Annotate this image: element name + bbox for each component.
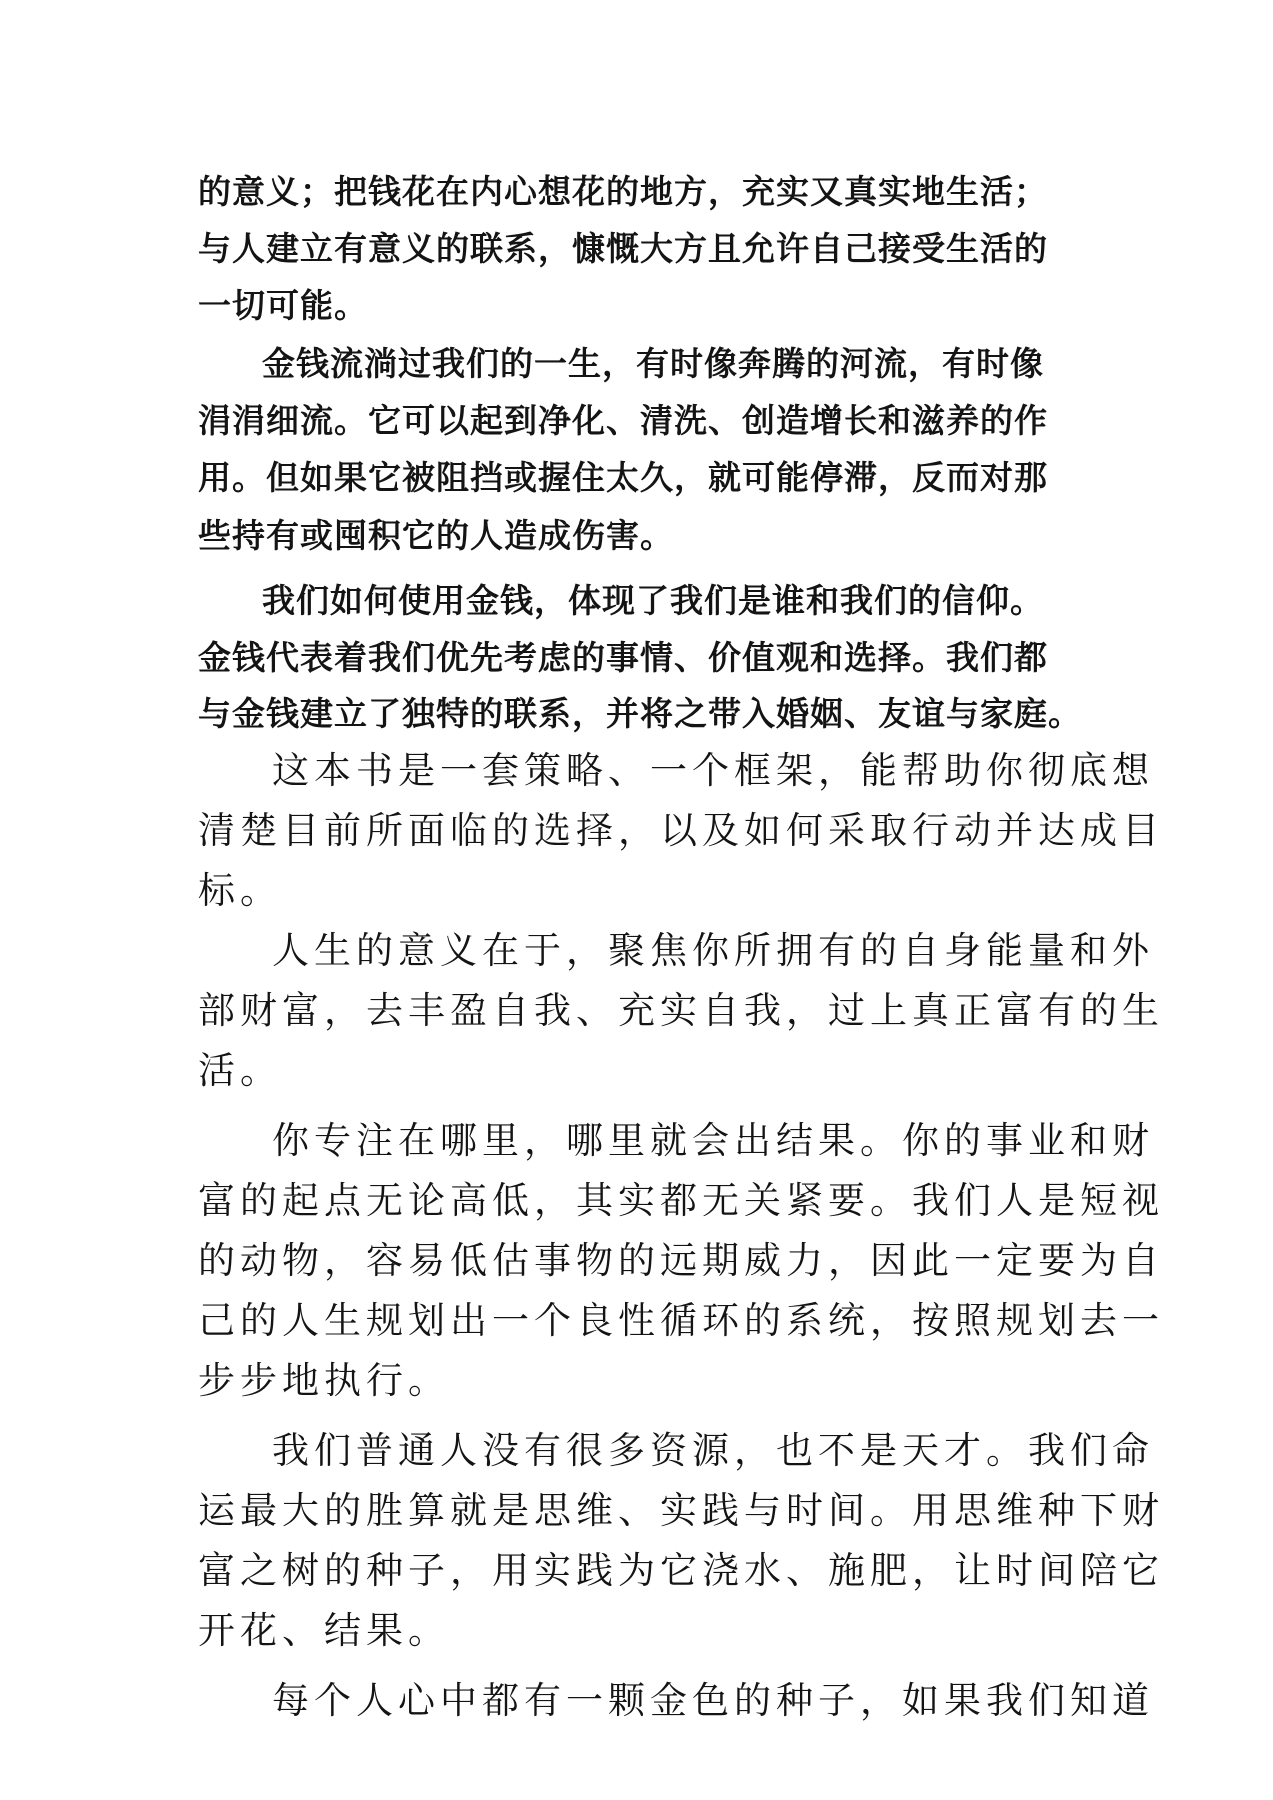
paragraph-6-line-3: 的动物，容易低估事物的远期威力，因此一定要为自 xyxy=(198,1239,1164,1282)
paragraph-3-line-2: 金钱代表着我们优先考虑的事情、价值观和选择。我们都 xyxy=(198,638,1048,677)
paragraph-7-line-4: 开花、结果。 xyxy=(198,1609,450,1652)
paragraph-3-line-3: 与金钱建立了独特的联系，并将之带入婚姻、友谊与家庭。 xyxy=(198,694,1082,733)
paragraph-4-line-2: 清楚目前所面临的选择，以及如何采取行动并达成目 xyxy=(198,809,1164,852)
paragraph-7-line-2: 运最大的胜算就是思维、实践与时间。用思维种下财 xyxy=(198,1489,1164,1532)
paragraph-2-line-1: 金钱流淌过我们的一生，有时像奔腾的河流，有时像 xyxy=(262,344,1044,383)
paragraph-7-line-3: 富之树的种子，用实践为它浇水、施肥，让时间陪它 xyxy=(198,1549,1164,1592)
paragraph-6-line-5: 步步地执行。 xyxy=(198,1359,450,1402)
paragraph-2-line-4: 些持有或囤积它的人造成伤害。 xyxy=(198,516,674,555)
paragraph-7-line-1: 我们普通人没有很多资源，也不是天才。我们命 xyxy=(272,1429,1154,1472)
paragraph-5-line-2: 部财富，去丰盈自我、充实自我，过上真正富有的生 xyxy=(198,989,1164,1032)
paragraph-1-line-3: 一切可能。 xyxy=(198,286,368,325)
paragraph-4-line-3: 标。 xyxy=(198,869,282,912)
paragraph-2-line-3: 用。但如果它被阻挡或握住太久，就可能停滞，反而对那 xyxy=(198,458,1048,497)
paragraph-3-line-1: 我们如何使用金钱，体现了我们是谁和我们的信仰。 xyxy=(262,581,1044,620)
paragraph-4-line-1: 这本书是一套策略、一个框架，能帮助你彻底想 xyxy=(272,749,1154,792)
paragraph-8-line-1: 每个人心中都有一颗金色的种子，如果我们知道 xyxy=(272,1679,1154,1722)
paragraph-5-line-3: 活。 xyxy=(198,1049,282,1092)
paragraph-2-line-2: 涓涓细流。它可以起到净化、清洗、创造增长和滋养的作 xyxy=(198,401,1048,440)
paragraph-6-line-2: 富的起点无论高低，其实都无关紧要。我们人是短视 xyxy=(198,1179,1164,1222)
paragraph-6-line-1: 你专注在哪里，哪里就会出结果。你的事业和财 xyxy=(272,1119,1154,1162)
paragraph-1-line-1: 的意义；把钱花在内心想花的地方，充实又真实地生活； xyxy=(198,172,1048,211)
paragraph-1-line-2: 与人建立有意义的联系，慷慨大方且允许自己接受生活的 xyxy=(198,229,1048,268)
paragraph-5-line-1: 人生的意义在于，聚焦你所拥有的自身能量和外 xyxy=(272,929,1154,972)
paragraph-6-line-4: 己的人生规划出一个良性循环的系统，按照规划去一 xyxy=(198,1299,1164,1342)
